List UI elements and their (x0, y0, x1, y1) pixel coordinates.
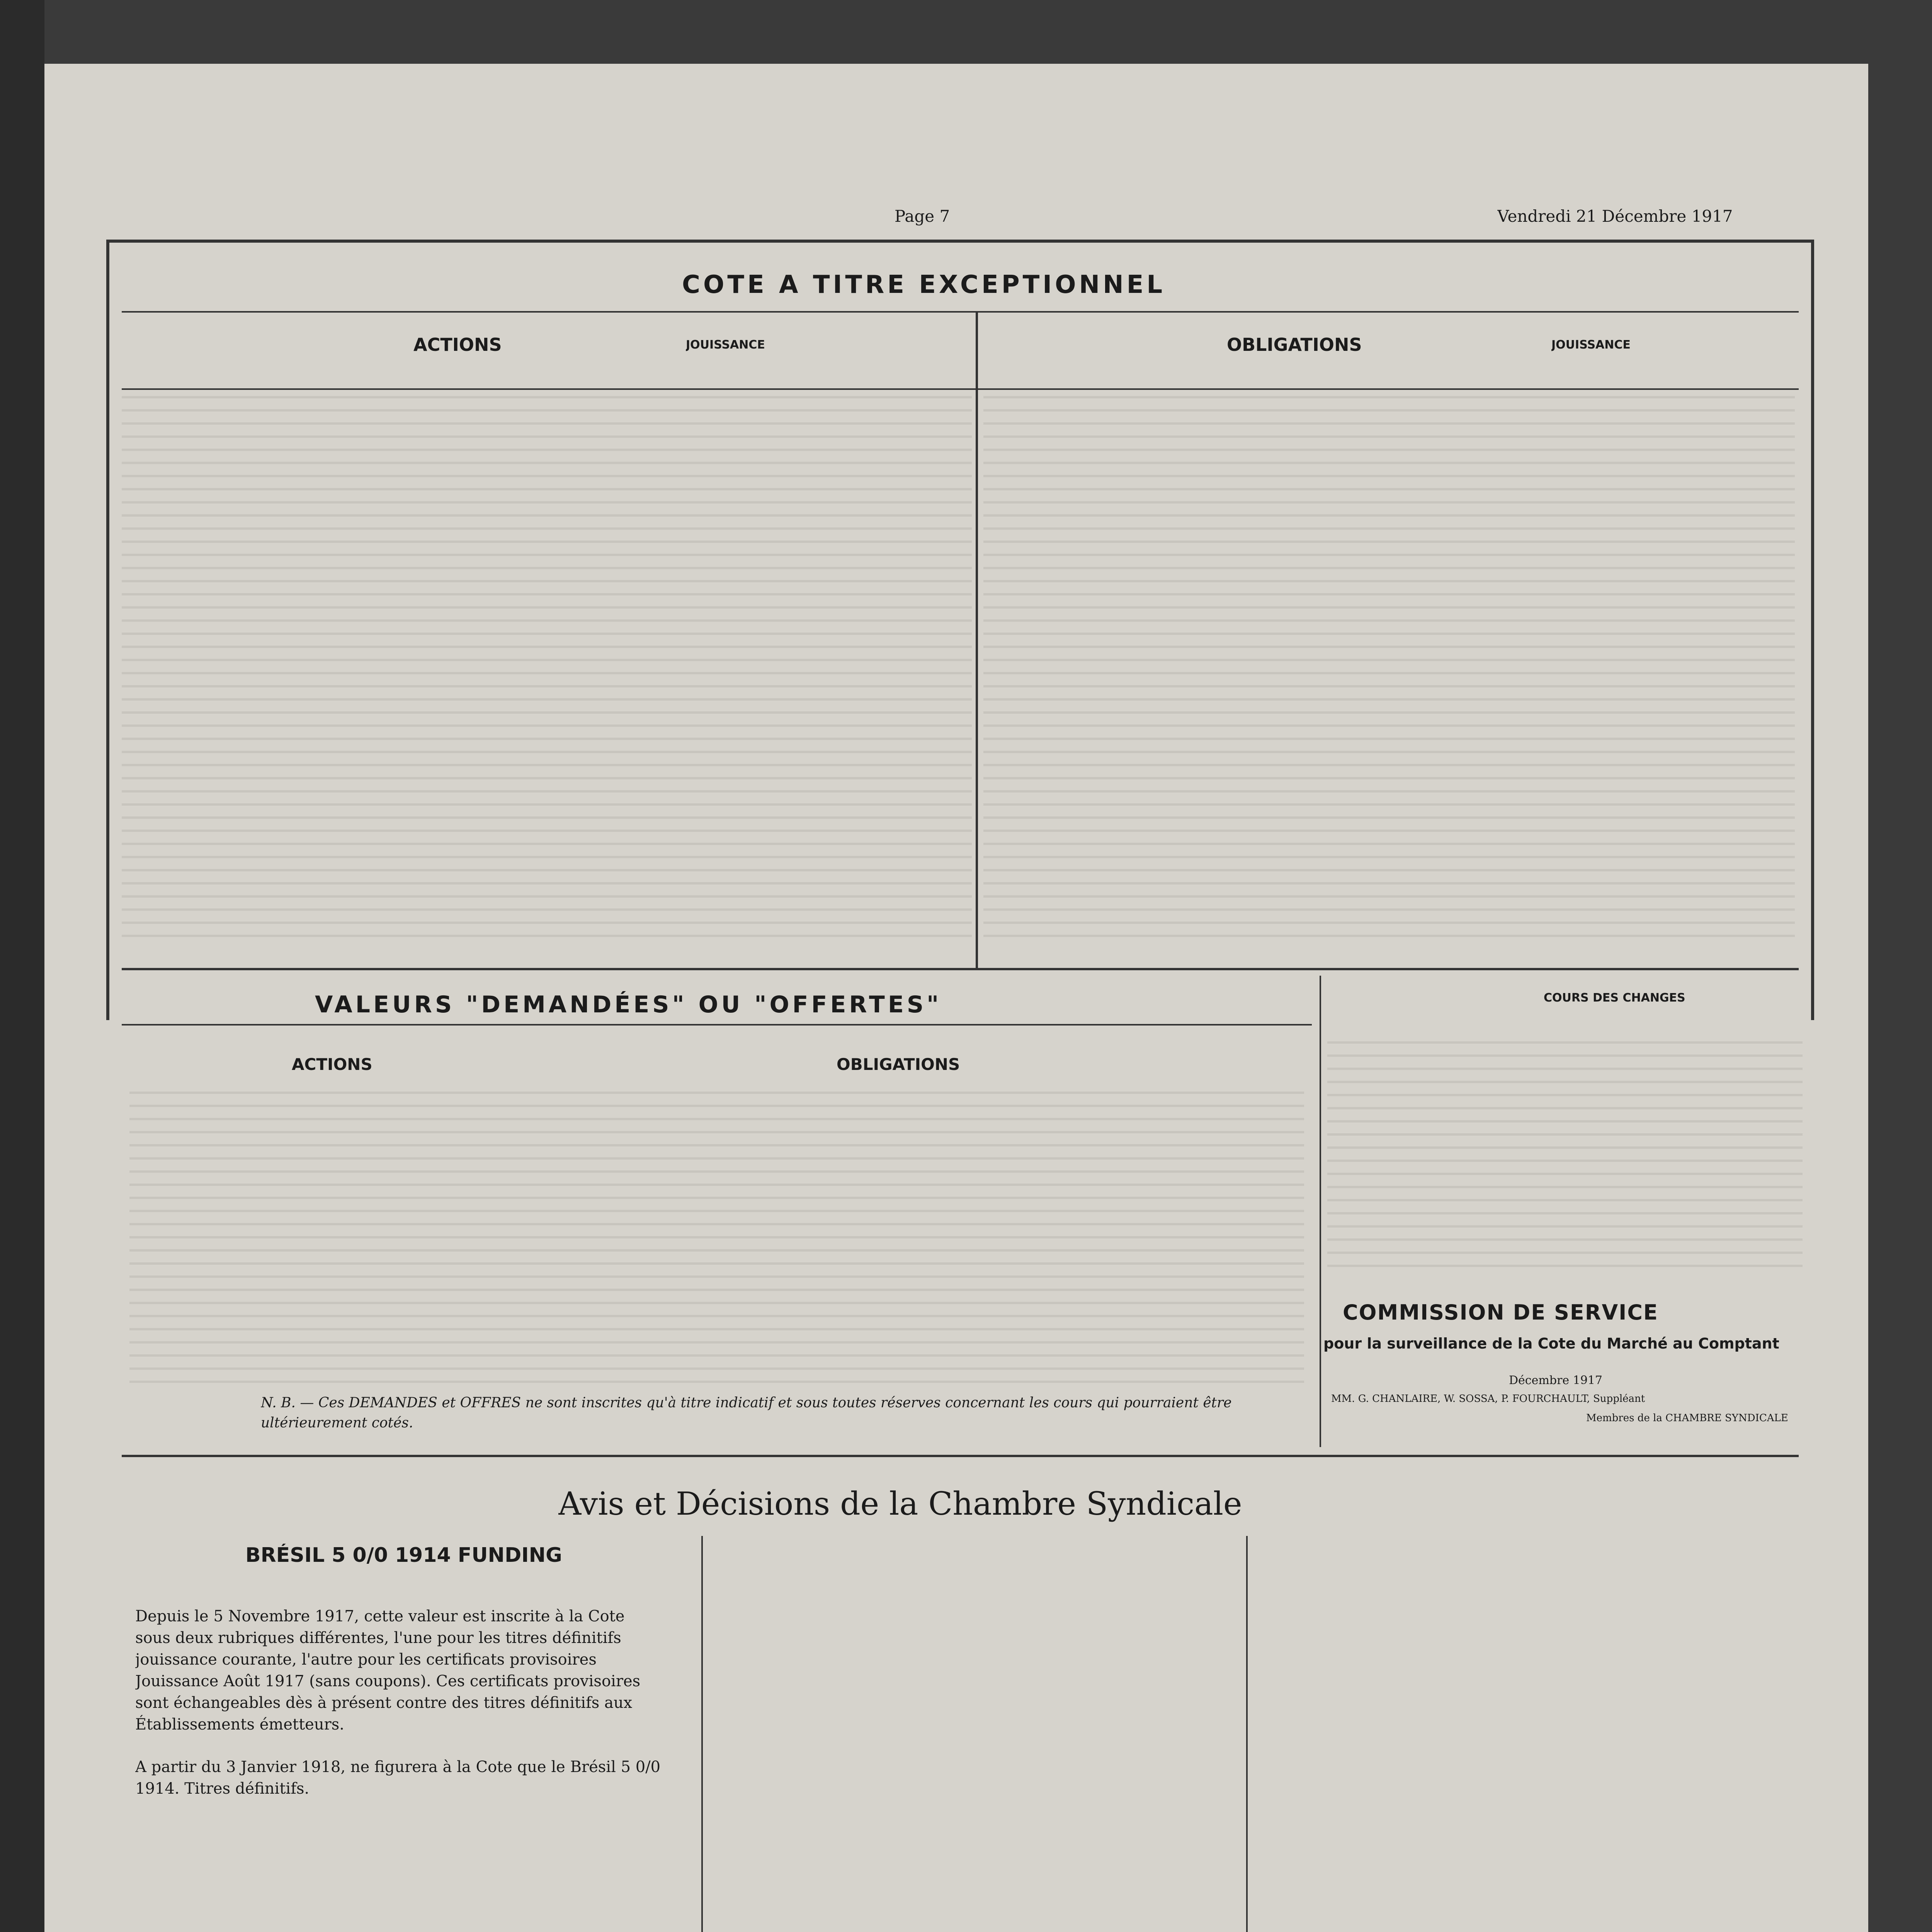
binding-edge (0, 0, 44, 1932)
cote-col-obligations: OBLIGATIONS (1227, 334, 1362, 355)
avis-chambre-para1: Depuis le 5 Novembre 1917, cette valeur est inscrite à la Cote sous deux rubriques différentes, l'une pour les titres définitifs jouissance courante, l'autre pour les certificats provisoires Jouissance Août 1917 (sans coupons). Ces certificats provisoires sont échangeables dès à présent contre des titres définitifs aux Établissements émetteurs. (135, 1607, 641, 1733)
avis-chambre-subtitle: BRÉSIL 5 0/0 1914 FUNDING (245, 1544, 562, 1567)
commission-month: Décembre 1917 (1509, 1374, 1602, 1387)
cote-title: COTE A TITRE EXCEPTIONNEL (682, 270, 1166, 299)
valeurs-note: N. B. — Ces DEMANDES et OFFRES ne sont inscrites qu'à titre indicatif et sous toutes réserves concernant les cours qui pourraient être ultérieurement cotés. (261, 1395, 1232, 1431)
actions-table-body (122, 396, 972, 937)
cote-col-actions: ACTIONS (413, 334, 502, 355)
avis-chambre-para2: A partir du 3 Janvier 1918, ne figurera à la Cote que le Brésil 5 0/0 1914. Titres définitifs. (135, 1758, 661, 1798)
commission-subtitle: pour la surveillance de la Cote du Marché au Comptant (1323, 1335, 1779, 1352)
cote-col-jouissance-2: JOUISSANCE (1551, 338, 1631, 352)
valeurs-actions: ACTIONS (292, 1055, 372, 1074)
avis-chambre-title: Avis et Décisions de la Chambre Syndicale (558, 1486, 1242, 1522)
valeurs-obligations: OBLIGATIONS (837, 1055, 960, 1074)
changes-title: COURS DES CHANGES (1544, 991, 1685, 1005)
changes-table-body (1327, 1041, 1803, 1277)
obligations-table-body (983, 396, 1795, 937)
page-number: Page 7 (895, 207, 950, 226)
page-date: Vendredi 21 Décembre 1917 (1497, 207, 1733, 226)
cote-col-jouissance: JOUISSANCE (686, 338, 765, 352)
newspaper-page (44, 64, 1868, 1932)
valeurs-table-body (129, 1092, 1304, 1393)
valeurs-title: VALEURS "DEMANDÉES" OU "OFFERTES" (315, 991, 942, 1018)
commission-members: MM. G. CHANLAIRE, W. SOSSA, P. FOURCHAULT, Suppléant (1331, 1393, 1645, 1405)
commission-title: COMMISSION DE SERVICE (1343, 1300, 1658, 1325)
commission-role: Membres de la CHAMBRE SYNDICALE (1586, 1412, 1788, 1424)
